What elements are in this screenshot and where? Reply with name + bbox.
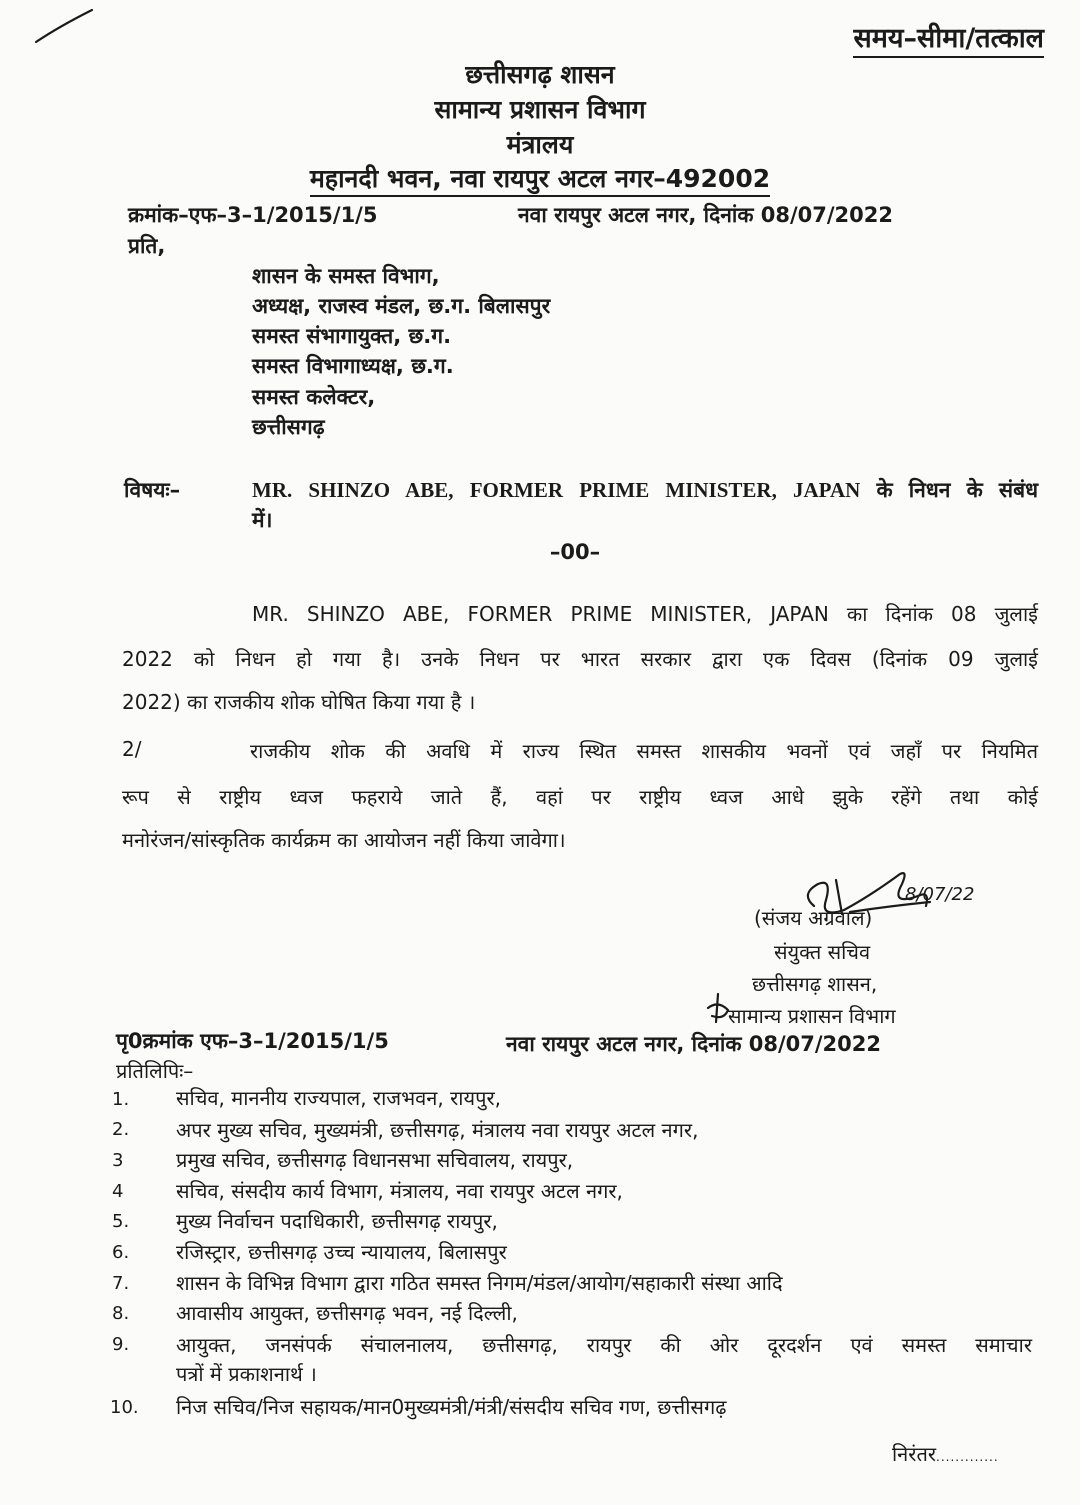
recipient-item: शासन के समस्त विभाग,	[252, 264, 440, 288]
header-address: महानदी भवन, नवा रायपुर अटल नगर–492002	[0, 161, 1080, 197]
copy-item-number: 1.	[112, 1089, 130, 1110]
recipient-item: अध्यक्ष, राजस्व मंडल, छ.ग. बिलासपुर	[252, 294, 551, 318]
recipient-item: छत्तीसगढ़	[252, 415, 325, 439]
paragraph-1-line-3: 2022) का राजकीय शोक घोषित किया गया है ।	[122, 690, 476, 714]
recipient-item: समस्त कलेक्टर,	[252, 385, 376, 409]
signatory-department: सामान्य प्रशासन विभाग	[728, 1004, 896, 1028]
copy-item-number: 9.	[112, 1334, 130, 1355]
paragraph-2-line-1: राजकीय शोक की अवधि में राज्य स्थित समस्त शासकीय भवनों एवं जहाँ पर नियमित	[250, 739, 1038, 763]
copy-item: सचिव, माननीय राज्यपाल, राजभवन, रायपुर,	[176, 1086, 501, 1110]
copy-item: प्रमुख सचिव, छत्तीसगढ़ विधानसभा सचिवालय, रायपुर,	[176, 1148, 574, 1172]
signature-date: 8/07/22	[905, 884, 975, 905]
copy-item: अपर मुख्य सचिव, मुख्यमंत्री, छत्तीसगढ़, मंत्रालय नवा रायपुर अटल नगर,	[176, 1118, 699, 1142]
paragraph-1-line-2: 2022 को निधन हो गया है। उनके निधन पर भारत सरकार द्वारा एक दिवस (दिनांक 09 जुलाई	[122, 647, 1038, 671]
subject-line-2: में।	[252, 508, 273, 532]
copy-item-number: 6.	[112, 1242, 130, 1263]
copy-item: आयुक्त, जनसंपर्क संचालनालय, छत्तीसगढ़, रायपुर की ओर दूरदर्शन एवं समस्त समाचार	[176, 1333, 1032, 1357]
urgency-label: समय–सीमा/तत्काल	[853, 18, 1044, 58]
subject-label: विषयः–	[124, 478, 181, 502]
copy-item-number: 5.	[112, 1211, 130, 1232]
reference-number: क्रमांक–एफ–3–1/2015/1/5	[128, 203, 378, 227]
endorsement-number: पृ0क्रमांक एफ–3–1/2015/1/5	[116, 1029, 389, 1053]
paragraph-1-line-1: MR. SHINZO ABE, FORMER PRIME MINISTER, JAPAN का दिनांक 08 जुलाई	[252, 602, 1038, 626]
copy-item: शासन के विभिन्न विभाग द्वारा गठित समस्त निगम/मंडल/आयोग/सहाकारी संस्था आदि	[176, 1271, 783, 1295]
copy-item-number: 7.	[112, 1273, 130, 1294]
continued-label: निरंतर.............	[892, 1442, 999, 1466]
recipient-item: समस्त विभागाध्यक्ष, छ.ग.	[252, 354, 454, 378]
copy-item-number: 8.	[112, 1303, 130, 1324]
recipient-item: समस्त संभागायुक्त, छ.ग.	[252, 324, 452, 348]
copy-item-continued: पत्रों में प्रकाशनार्थ ।	[176, 1362, 317, 1386]
signatory-government: छत्तीसगढ़ शासन,	[752, 972, 878, 996]
copy-item-number: 4	[112, 1181, 124, 1202]
subject-line-1: MR. SHINZO ABE, FORMER PRIME MINISTER, JAPAN के निधन के संबंध	[252, 478, 1038, 502]
pen-mark-icon	[30, 4, 100, 49]
paragraph-2-line-2: रूप से राष्ट्रीय ध्वज फहराये जाते हैं, वहां पर राष्ट्रीय ध्वज आधे झुके रहेंगे तथा कोई	[122, 785, 1038, 809]
to-label: प्रति,	[128, 234, 166, 258]
copy-item: मुख्य निर्वाचन पदाधिकारी, छत्तीसगढ़ रायपुर,	[176, 1209, 498, 1233]
signatory-designation: संयुक्त सचिव	[774, 940, 871, 964]
copy-item-number: 3	[112, 1150, 124, 1171]
paragraph-2-number: 2/	[122, 737, 142, 761]
copy-item: आवासीय आयुक्त, छत्तीसगढ़ भवन, नई दिल्ली,	[176, 1301, 518, 1325]
copy-item: निज सचिव/निज सहायक/मान0मुख्यमंत्री/मंत्री/संसदीय सचिव गण, छत्तीसगढ़	[176, 1395, 727, 1419]
copy-label: प्रतिलिपिः–	[116, 1059, 194, 1083]
copy-item: सचिव, संसदीय कार्य विभाग, मंत्रालय, नवा रायपुर अटल नगर,	[176, 1179, 623, 1203]
separator: –00–	[549, 540, 601, 564]
endorsement-place-date: नवा रायपुर अटल नगर, दिनांक 08/07/2022	[506, 1032, 882, 1056]
paragraph-2-line-3: मनोरंजन/सांस्कृतिक कार्यक्रम का आयोजन नहीं किया जावेगा।	[122, 828, 566, 852]
copy-item: रजिस्ट्रार, छत्तीसगढ़ उच्च न्यायालय, बिलासपुर	[176, 1240, 507, 1264]
reference-place-date: नवा रायपुर अटल नगर, दिनांक 08/07/2022	[518, 203, 894, 227]
copy-item-number: 10.	[110, 1397, 139, 1418]
header-department: सामान्य प्रशासन विभाग	[434, 95, 646, 124]
header-government: छत्तीसगढ़ शासन	[465, 60, 615, 89]
signatory-name: (संजय अग्रवाल)	[754, 906, 873, 930]
header-ministry: मंत्रालय	[506, 130, 574, 159]
copy-item-number: 2.	[112, 1119, 130, 1140]
